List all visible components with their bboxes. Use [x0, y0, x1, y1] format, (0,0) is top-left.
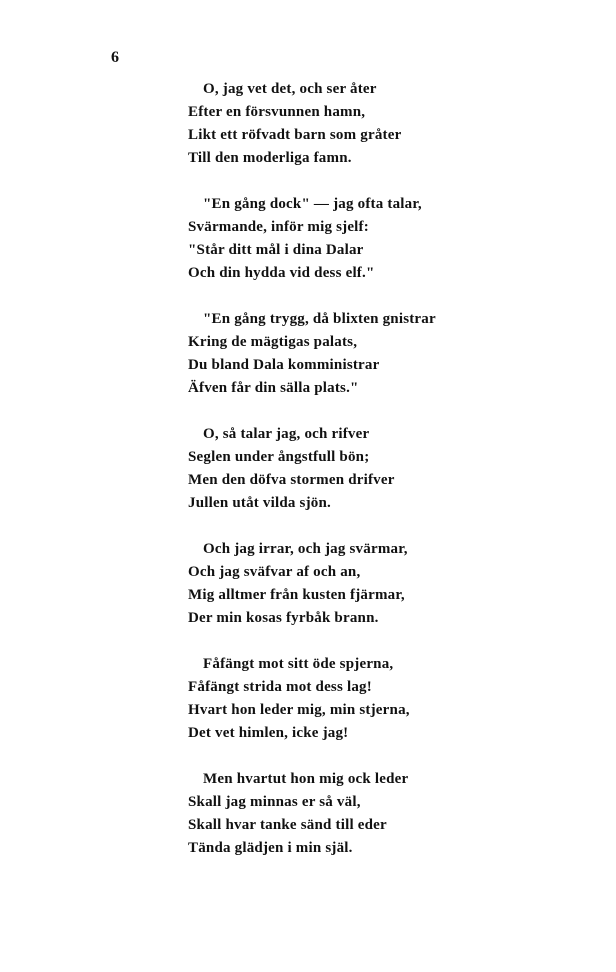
page-number: 6	[111, 49, 119, 66]
verse-line: Skall jag minnas er så väl,	[188, 794, 361, 810]
verse-line: Seglen under ångstfull bön;	[188, 449, 370, 465]
stanza-7	[188, 768, 488, 883]
verse-line: Fåfängt mot sitt öde spjerna,	[203, 656, 394, 672]
stanza-5	[188, 538, 488, 653]
verse-line: Äfven får din sälla plats."	[188, 380, 359, 396]
verse-line: "En gång dock" — jag ofta talar,	[203, 196, 422, 212]
verse-line: Och jag irrar, och jag svärmar,	[203, 541, 408, 557]
verse-line: Det vet himlen, icke jag!	[188, 725, 349, 741]
verse-line: Jullen utåt vilda sjön.	[188, 495, 331, 511]
verse-line: Svärmande, inför mig sjelf:	[188, 219, 369, 235]
verse-line: Till den moderliga famn.	[188, 150, 352, 166]
verse-line: Efter en försvunnen hamn,	[188, 104, 366, 120]
stanza-3	[188, 308, 488, 423]
verse-line: O, så talar jag, och rifver	[203, 426, 370, 442]
verse-line: Tända glädjen i min själ.	[188, 840, 353, 856]
verse-line: Mig alltmer från kusten fjärmar,	[188, 587, 405, 603]
verse-line: Kring de mägtigas palats,	[188, 334, 358, 350]
verse-line: Der min kosas fyrbåk brann.	[188, 610, 379, 626]
verse-line: Du bland Dala komministrar	[188, 357, 380, 373]
verse-line: "En gång trygg, då blixten gnistrar	[203, 311, 436, 327]
verse-line: Skall hvar tanke sänd till eder	[188, 817, 387, 833]
verse-line: Men hvartut hon mig ock leder	[203, 771, 409, 787]
verse-line: O, jag vet det, och ser åter	[203, 81, 377, 97]
verse-line: Och jag sväfvar af och an,	[188, 564, 361, 580]
stanza-4	[188, 423, 488, 538]
verse-line: "Står ditt mål i dina Dalar	[188, 242, 364, 258]
verse-line: Men den döfva stormen drifver	[188, 472, 395, 488]
stanza-6	[188, 653, 488, 768]
poem	[188, 78, 488, 883]
verse-line: Likt ett röfvadt barn som gråter	[188, 127, 402, 143]
stanza-2	[188, 193, 488, 308]
verse-line: Och din hydda vid dess elf."	[188, 265, 375, 281]
stanza-1	[188, 78, 488, 193]
verse-line: Hvart hon leder mig, min stjerna,	[188, 702, 410, 718]
verse-line: Fåfängt strida mot dess lag!	[188, 679, 372, 695]
